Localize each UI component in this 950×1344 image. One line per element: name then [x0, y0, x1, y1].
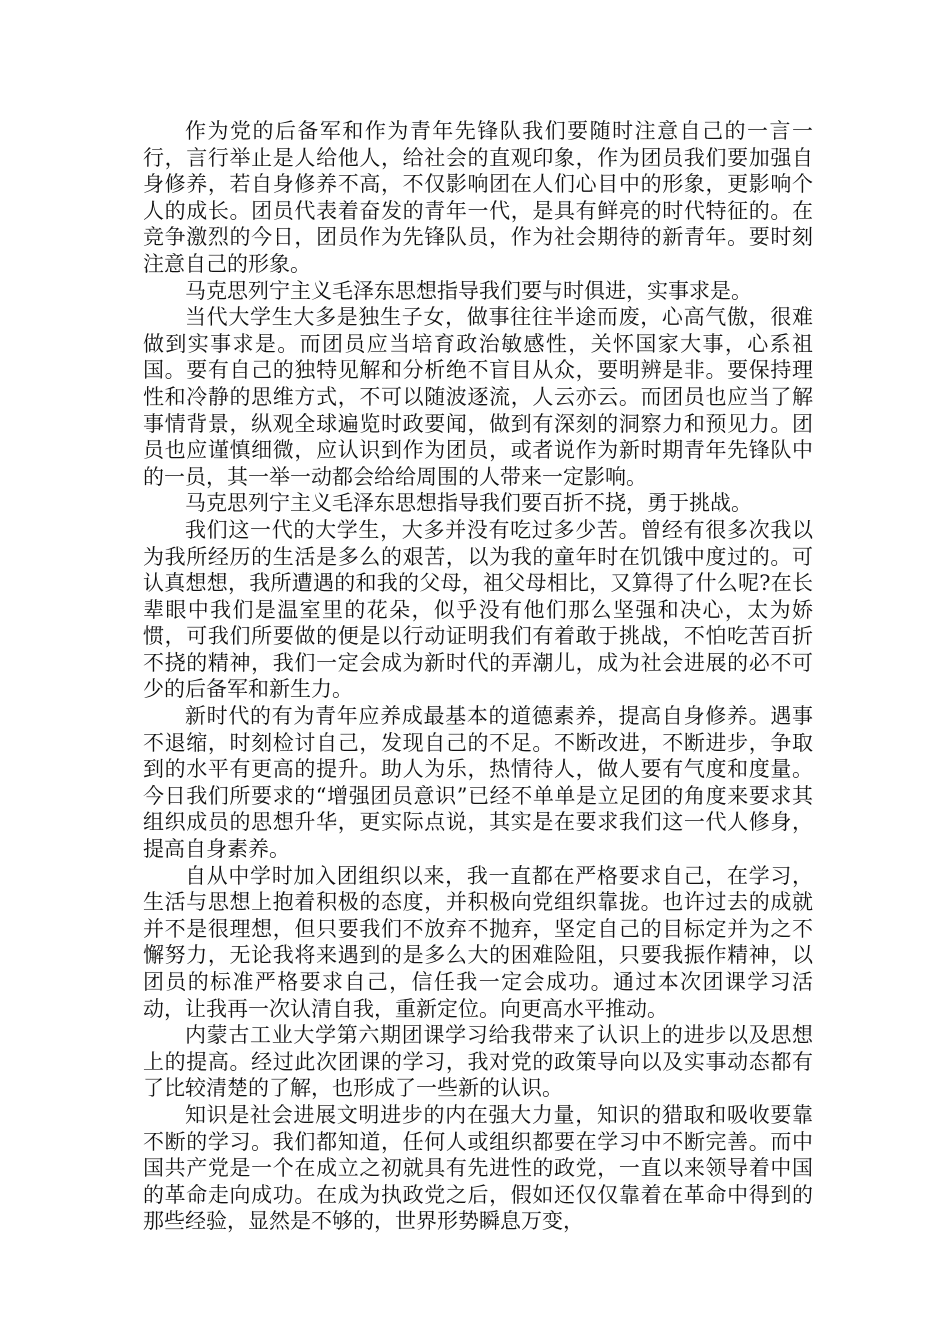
paragraph-9: 知识是社会进展文明进步的内在强大力量，知识的猎取和吸收要靠不断的学习。我们都知道，任何人或组织都要在学习中不断完善。而中国共产党是一个在成立之初就具有先进性的政党，一直以来领导着中国的革命走向成功。在成为执政党之后，假如还仅仅靠着在革命中得到的那些经验，显然是不够的，世界形势瞬息万变，	[143, 1102, 813, 1234]
paragraph-8: 内蒙古工业大学第六期团课学习给我带来了认识上的进步以及思想上的提高。经过此次团课的学习，我对党的政策导向以及实事动态都有了比较清楚的了解，也形成了一些新的认识。	[143, 1023, 813, 1101]
paragraph-3: 当代大学生大多是独生子女，做事往往半途而废，心高气傲，很难做到实事求是。而团员应当培育政治敏感性，关怀国家大事，心系祖国。要有自己的独特见解和分析绝不盲目从众，要明辨是非。要保持理性和冷静的思维方式，不可以随波逐流，人云亦云。而团员也应当了解事情背景，纵观全球遍览时政要闻，做到有深刻的洞察力和预见力。团员也应谨慎细微，应认识到作为团员，或者说作为新时期青年先锋队中的一员，其一举一动都会给给周围的人带来一定影响。	[143, 305, 813, 489]
document-body	[143, 118, 813, 1235]
paragraph-1: 作为党的后备军和作为青年先锋队我们要随时注意自己的一言一行，言行举止是人给他人，给社会的直观印象，作为团员我们要加强自身修养，若自身修养不高，不仅影响团在人们心目中的形象，更影响个人的成长。团员代表着奋发的青年一代，是具有鲜亮的时代特征的。在竞争激烈的今日，团员作为先锋队员，作为社会期待的新青年。要时刻注意自己的形象。	[143, 119, 813, 276]
paragraph-5: 我们这一代的大学生，大多并没有吃过多少苦。曾经有很多次我以为我所经历的生活是多么的艰苦，以为我的童年时在饥饿中度过的。可认真想想，我所遭遇的和我的父母，祖父母相比，又算得了什么呢?在长辈眼中我们是温室里的花朵，似乎没有他们那么坚强和决心，太为娇惯，可我们所要做的便是以行动证明我们有着敢于挑战，不怕吃苦百折不挠的精神，我们一定会成为新时代的弄潮儿，成为社会进展的必不可少的后备军和新生力。	[143, 517, 813, 702]
paragraph-6: 新时代的有为青年应养成最基本的道德素养，提高自身修养。遇事不退缩，时刻检讨自己，发现自己的不足。不断改进，不断进步，争取到的水平有更高的提升。助人为乐，热情待人，做人要有气度和度量。今日我们所要求的“增强团员意识”已经不单单是立足团的角度来要求其组织成员的思想升华，更实际点说，其实是在要求我们这一代人修身，提高自身素养。	[143, 704, 813, 862]
paragraph-2: 马克思列宁主义毛泽东思想指导我们要与时俱进，实事求是。	[185, 278, 752, 303]
paragraph-7: 自从中学时加入团组织以来，我一直都在严格要求自己，在学习，生活与思想上抱着积极的态度，并积极向党组织靠拢。也许过去的成就并不是很理想，但只要我们不放弃不抛弃，坚定自己的目标定并为之不懈努力，无论我将来遇到的是多么大的困难险阻，只要我振作精神，以团员的标准严格要求自己，信任我一定会成功。通过本次团课学习活动，让我再一次认清自我，重新定位。向更高水平推动。	[143, 863, 813, 1021]
paragraph-4: 马克思列宁主义毛泽东思想指导我们要百折不挠，勇于挑战。	[185, 491, 752, 516]
